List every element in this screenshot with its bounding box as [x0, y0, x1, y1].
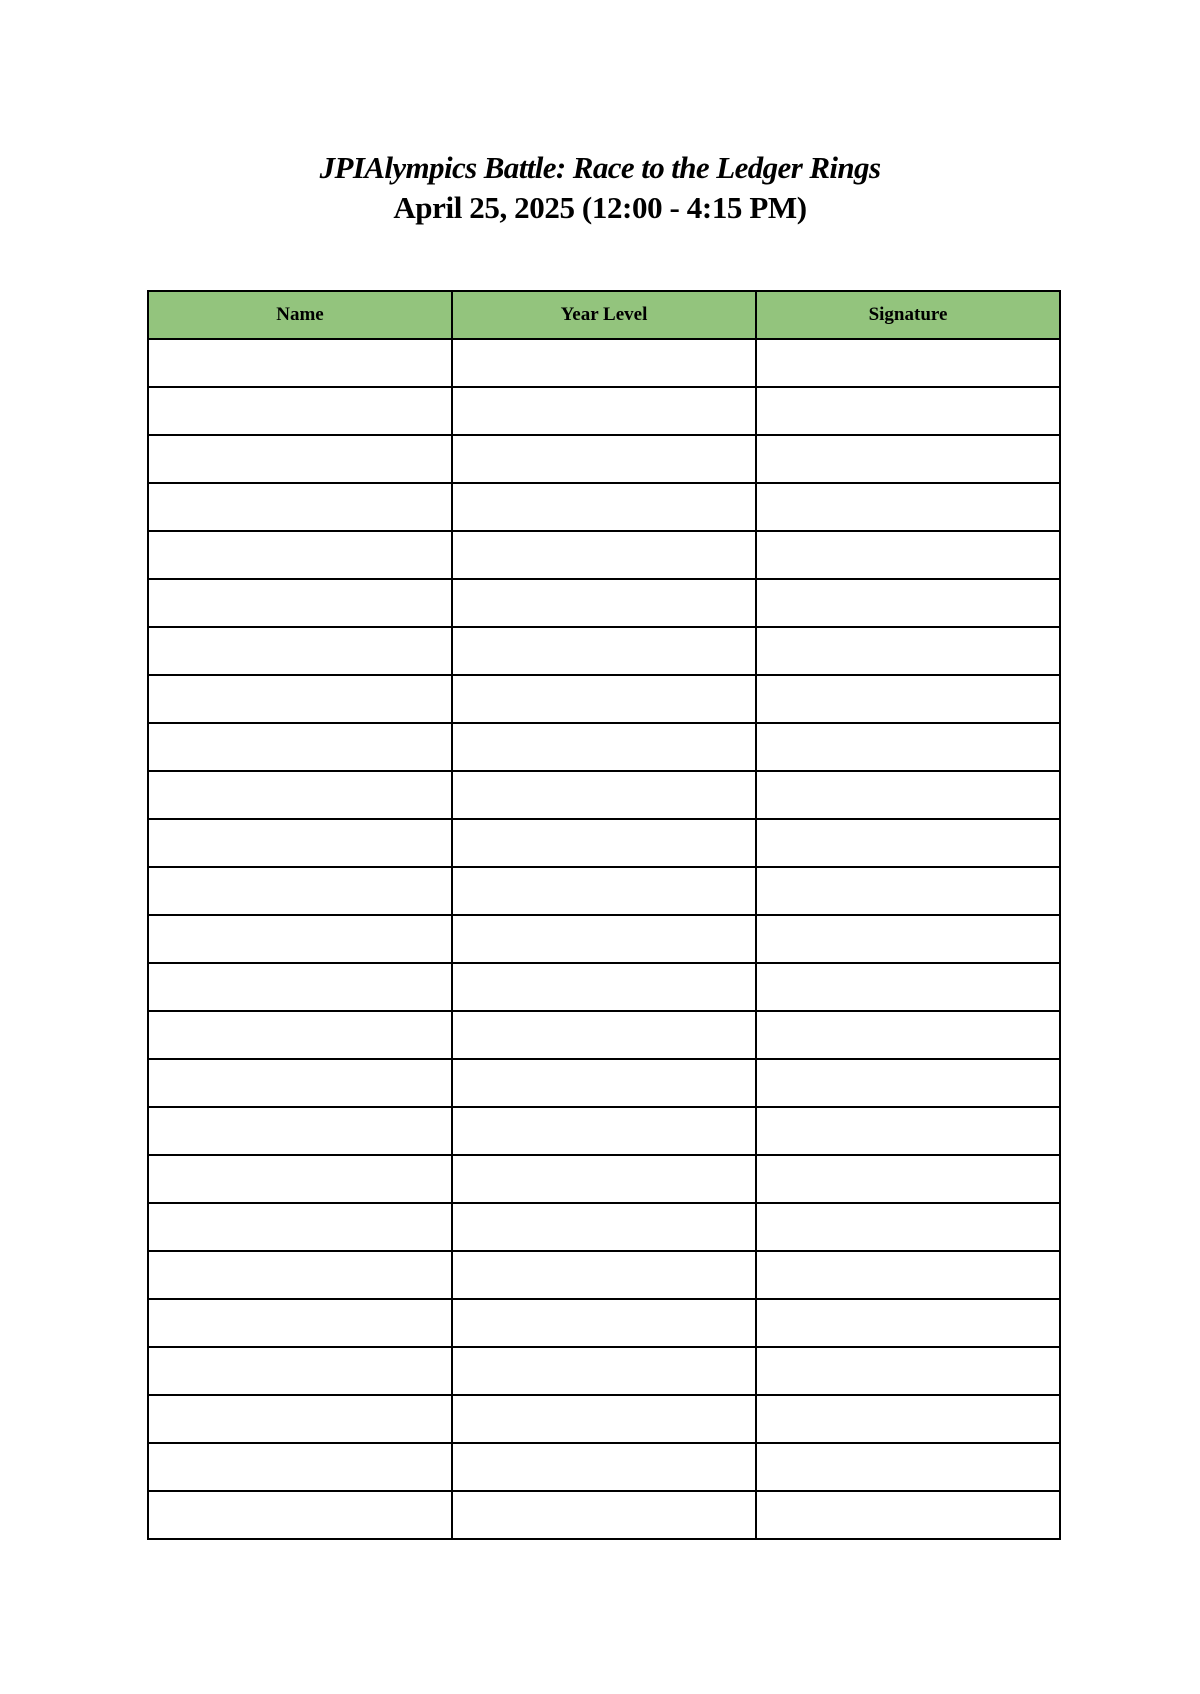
table-body	[148, 339, 1060, 1539]
year-level-cell	[452, 627, 756, 675]
column-header-year-level: Year Level	[452, 291, 756, 339]
table-row	[148, 627, 1060, 675]
signature-cell	[756, 963, 1060, 1011]
name-cell	[148, 1395, 452, 1443]
attendance-table	[147, 290, 1061, 1540]
year-level-cell	[452, 675, 756, 723]
name-cell	[148, 771, 452, 819]
table-row	[148, 819, 1060, 867]
table-row	[148, 1395, 1060, 1443]
signature-cell	[756, 1203, 1060, 1251]
table-row	[148, 1347, 1060, 1395]
signature-cell	[756, 531, 1060, 579]
name-cell	[148, 1155, 452, 1203]
table-row	[148, 1251, 1060, 1299]
signature-cell	[756, 675, 1060, 723]
year-level-cell	[452, 1155, 756, 1203]
name-cell	[148, 963, 452, 1011]
year-level-cell	[452, 1059, 756, 1107]
table-header-row	[148, 291, 1060, 339]
name-cell	[148, 1251, 452, 1299]
table-row	[148, 1155, 1060, 1203]
year-level-cell	[452, 1203, 756, 1251]
name-cell	[148, 915, 452, 963]
table-row	[148, 771, 1060, 819]
table-row	[148, 1443, 1060, 1491]
name-cell	[148, 675, 452, 723]
signature-cell	[756, 819, 1060, 867]
year-level-cell	[452, 1443, 756, 1491]
year-level-cell	[452, 963, 756, 1011]
signature-cell	[756, 1395, 1060, 1443]
name-cell	[148, 483, 452, 531]
table-row	[148, 1299, 1060, 1347]
name-cell	[148, 1443, 452, 1491]
table-row	[148, 1203, 1060, 1251]
name-cell	[148, 1059, 452, 1107]
signature-cell	[756, 1107, 1060, 1155]
name-cell	[148, 723, 452, 771]
signature-cell	[756, 627, 1060, 675]
name-cell	[148, 1011, 452, 1059]
year-level-cell	[452, 915, 756, 963]
document-subtitle: April 25, 2025 (12:00 - 4:15 PM)	[393, 190, 807, 225]
document-title: JPIAlympics Battle: Race to the Ledger Rings	[319, 150, 881, 185]
table-row	[148, 579, 1060, 627]
year-level-cell	[452, 723, 756, 771]
year-level-cell	[452, 579, 756, 627]
table-row	[148, 915, 1060, 963]
name-cell	[148, 1491, 452, 1539]
name-cell	[148, 1107, 452, 1155]
document-header	[0, 148, 1200, 228]
signature-cell	[756, 915, 1060, 963]
table-row	[148, 723, 1060, 771]
year-level-cell	[452, 339, 756, 387]
table-row	[148, 675, 1060, 723]
name-cell	[148, 627, 452, 675]
year-level-cell	[452, 435, 756, 483]
name-cell	[148, 531, 452, 579]
name-cell	[148, 867, 452, 915]
table-row	[148, 867, 1060, 915]
year-level-cell	[452, 819, 756, 867]
name-cell	[148, 339, 452, 387]
year-level-cell	[452, 1107, 756, 1155]
table-row	[148, 1491, 1060, 1539]
signature-cell	[756, 1059, 1060, 1107]
year-level-cell	[452, 867, 756, 915]
signature-cell	[756, 867, 1060, 915]
table-row	[148, 1059, 1060, 1107]
signature-cell	[756, 1347, 1060, 1395]
year-level-cell	[452, 1491, 756, 1539]
signature-cell	[756, 387, 1060, 435]
table-row	[148, 963, 1060, 1011]
year-level-cell	[452, 1251, 756, 1299]
year-level-cell	[452, 483, 756, 531]
signature-cell	[756, 435, 1060, 483]
year-level-cell	[452, 1395, 756, 1443]
name-cell	[148, 1299, 452, 1347]
year-level-cell	[452, 771, 756, 819]
name-cell	[148, 435, 452, 483]
name-cell	[148, 579, 452, 627]
name-cell	[148, 819, 452, 867]
year-level-cell	[452, 1299, 756, 1347]
table-row	[148, 1107, 1060, 1155]
table-row	[148, 387, 1060, 435]
table-row	[148, 435, 1060, 483]
table-row	[148, 531, 1060, 579]
year-level-cell	[452, 531, 756, 579]
year-level-cell	[452, 1347, 756, 1395]
signature-cell	[756, 771, 1060, 819]
signature-cell	[756, 1155, 1060, 1203]
signature-cell	[756, 1011, 1060, 1059]
signature-cell	[756, 723, 1060, 771]
signature-cell	[756, 579, 1060, 627]
column-header-signature: Signature	[756, 291, 1060, 339]
table-row	[148, 339, 1060, 387]
signature-cell	[756, 1443, 1060, 1491]
signature-cell	[756, 1491, 1060, 1539]
table-row	[148, 1011, 1060, 1059]
table-row	[148, 483, 1060, 531]
signature-cell	[756, 483, 1060, 531]
year-level-cell	[452, 1011, 756, 1059]
signature-cell	[756, 1251, 1060, 1299]
column-header-name: Name	[148, 291, 452, 339]
signature-cell	[756, 1299, 1060, 1347]
name-cell	[148, 1203, 452, 1251]
year-level-cell	[452, 387, 756, 435]
name-cell	[148, 387, 452, 435]
signature-cell	[756, 339, 1060, 387]
name-cell	[148, 1347, 452, 1395]
